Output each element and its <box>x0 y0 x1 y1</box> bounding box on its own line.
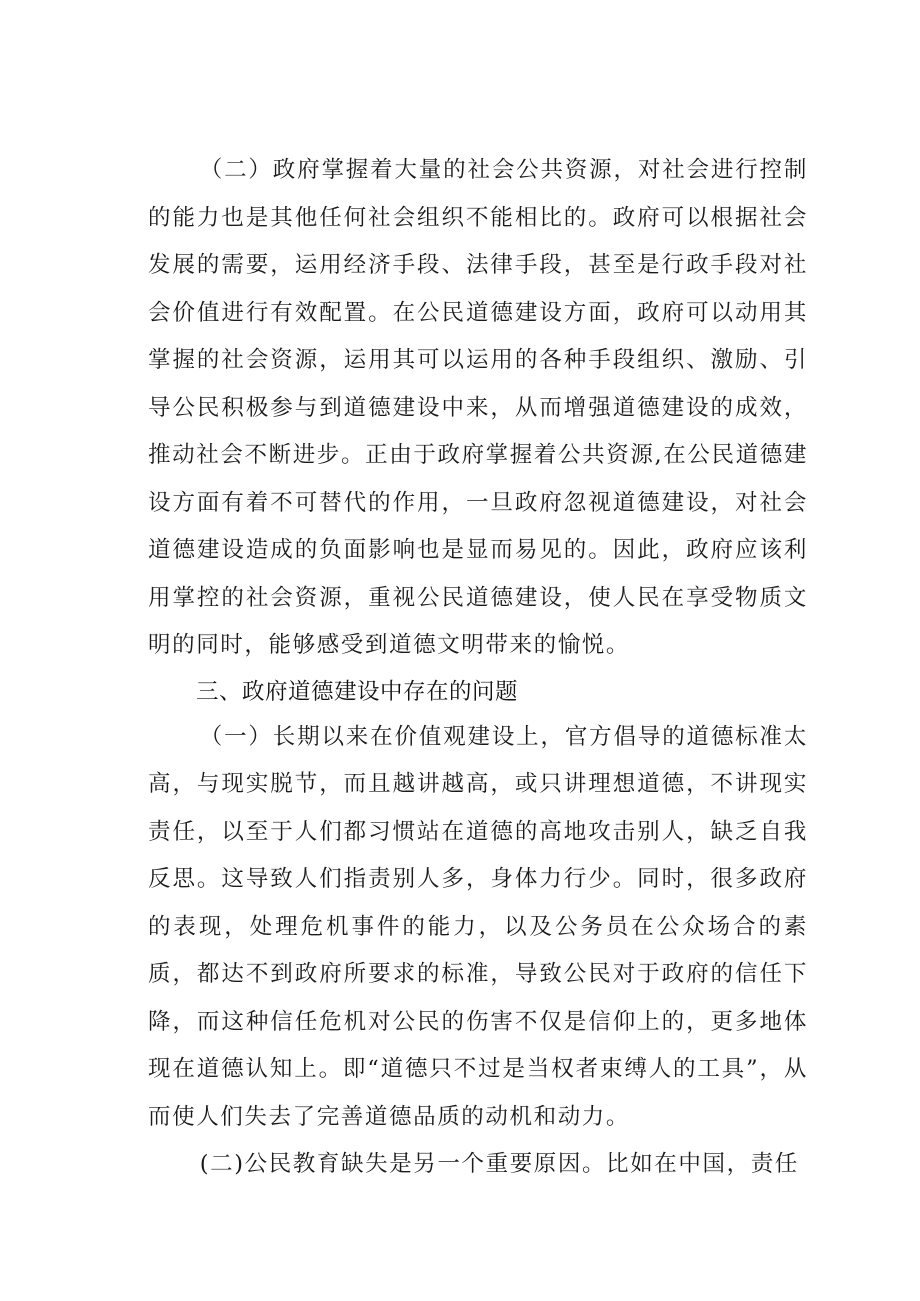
paragraph-moral-standards: （一）长期以来在价值观建设上，官方倡导的道德标准太高，与现实脱节，而且越讲越高，或只讲理想道德，不讲现实责任，以至于人们都习惯站在道德的高地攻击别人，缺乏自我反思。这导致人们指责别人多，身体力行少。同时，很多政府的表现，处理危机事件的能力，以及公务员在公众场合的素质，都达不到政府所要求的标准，导致公民对于政府的信任下降，而这种信任危机对公民的伤害不仅是信仰上的，更多地体现在道德认知上。即“道德只不过是当权者束缚人的工具”，从而使人们失去了完善道德品质的动机和动力。 <box>148 723 808 1130</box>
paragraph-government-resources: （二）政府掌握着大量的社会公共资源，对社会进行控制的能力也是其他任何社会组织不能相比的。政府可以根据社会发展的需要，运用经济手段、法律手段，甚至是行政手段对社会价值进行有效配置。在公民道德建设方面，政府可以动用其掌握的社会资源，运用其可以运用的各种手段组织、激励、引导公民积极参与到道德建设中来，从而增强道德建设的成效，推动社会不断进步。正由于政府掌握着公共资源,在公民道德建设方面有着不可替代的作用，一旦政府忽视道德建设，对社会道德建设造成的负面影响也是显而易见的。因此，政府应该利用掌控的社会资源，重视公民道德建设，使人民在享受物质文明的同时，能够感受到道德文明带来的愉悦。 <box>148 157 808 658</box>
paragraph-civic-education: (二)公民教育缺失是另一个重要原因。比如在中国，责任 <box>199 1151 799 1177</box>
section-heading-3: 三、政府道德建设中存在的问题 <box>196 678 519 705</box>
document-page <box>148 147 808 1189</box>
